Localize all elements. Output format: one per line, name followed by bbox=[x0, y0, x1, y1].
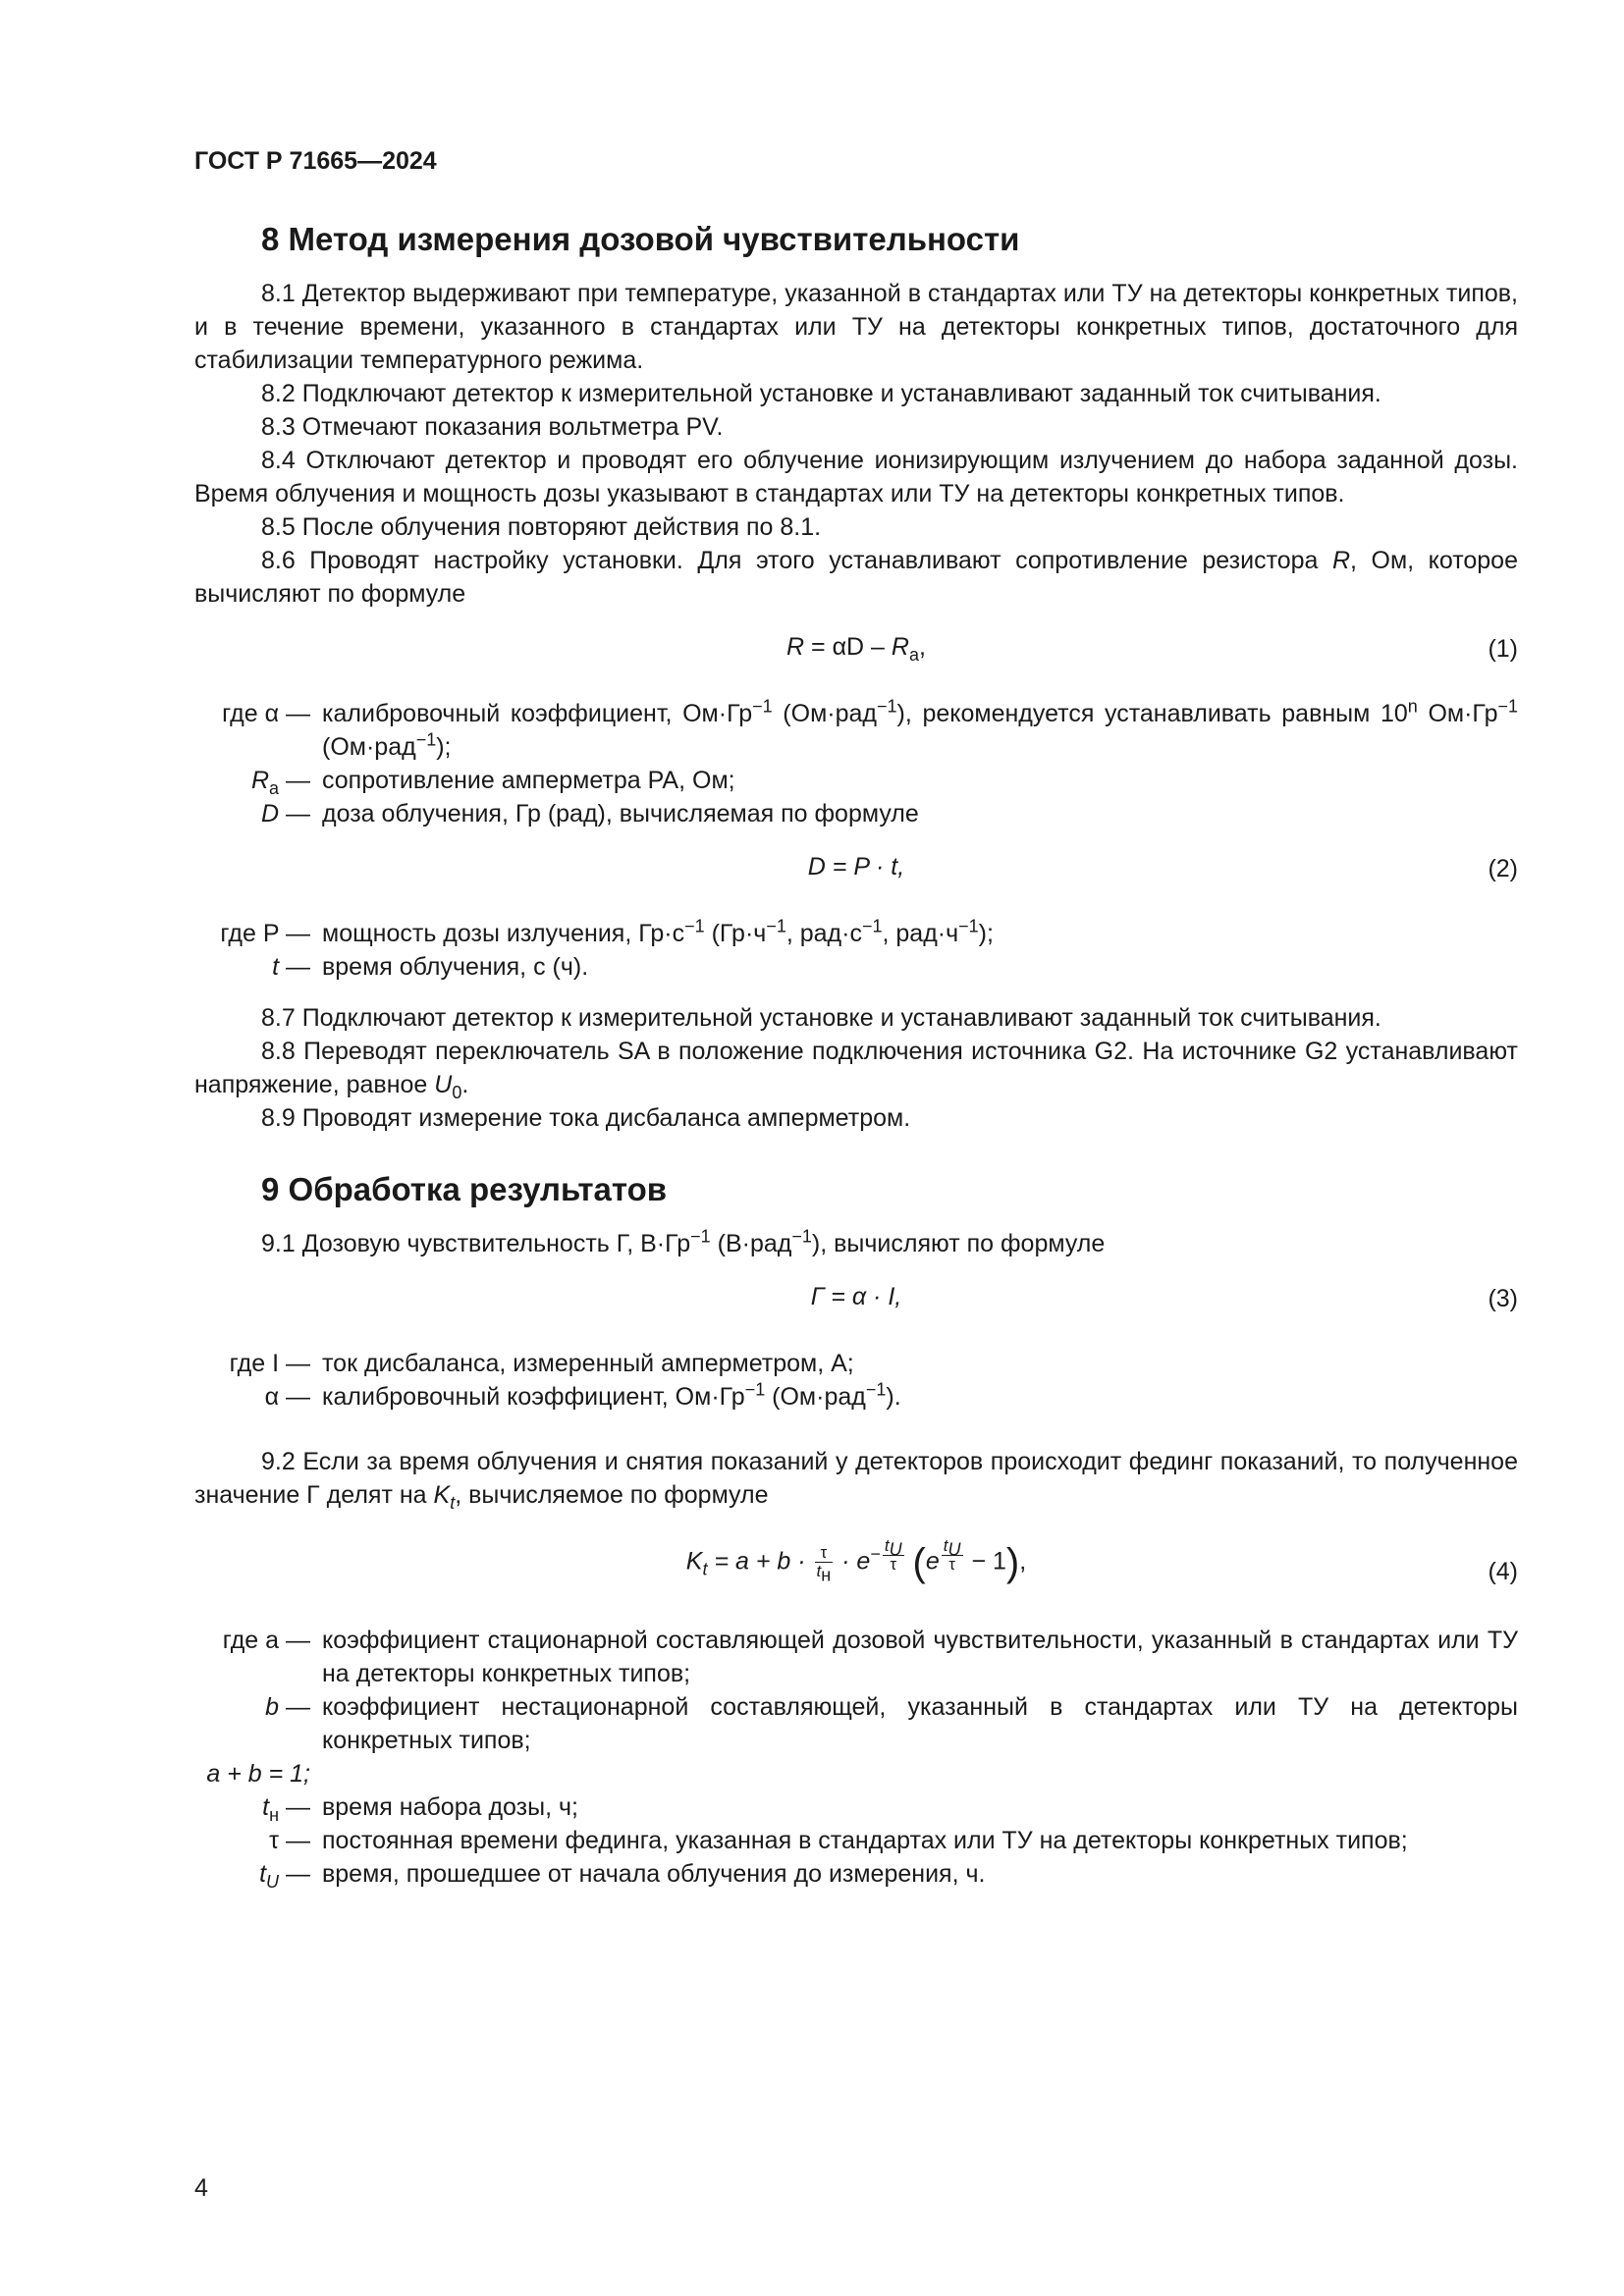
paragraph-9-1: 9.1 Дозовую чувствительность Г, $В\cdot Гр^{-1}$ (В·рад$^{-1}$), вычисляют по формуле bbox=[261, 1226, 1106, 1257]
equation-3: Г = α · I, (3) bbox=[194, 1260, 1518, 1337]
definition-a: где a — коэффициент стационарной составляющей дозовой чувствительности, указанный в стандартах или ТУ на детекторы конкретных типов; bbox=[222, 1627, 1518, 1687]
definitions-eq2 bbox=[194, 917, 1518, 984]
equation-number: (4) bbox=[1488, 1558, 1518, 1585]
document-header: ГОСТ Р 71665—2024 bbox=[194, 147, 437, 175]
paragraph-8-3: 8.3 Отмечают показания вольтметра PV. bbox=[261, 413, 724, 441]
page-content bbox=[194, 218, 1518, 1891]
section-9-title: 9 Обработка результатов bbox=[261, 1171, 668, 1207]
equation-4: $K_t = a + b$ · $\frac{\tau}{t_н}$ · $e^{- \frac{t_U}{\tau}}$ (e $^{\frac{t_U}{\tau}}$ − 1), (4) bbox=[194, 1512, 1518, 1614]
equation-number: (1) bbox=[1488, 635, 1518, 663]
paragraph-8-7: 8.7 Подключают детектор к измерительной установке и устанавливают заданный ток считывания. bbox=[261, 1004, 1381, 1032]
paragraph-8-5: 8.5 После облучения повторяют действия по 8.1. bbox=[261, 513, 822, 541]
definition-tau: τ — постоянная времени фединга, указанная в стандартах или ТУ на детекторы конкретных типов; bbox=[269, 1827, 1408, 1854]
equation-2: D = P · t, (2) bbox=[194, 830, 1518, 907]
section-8-title: 8 Метод измерения дозовой чувствительности bbox=[261, 221, 1020, 257]
equation-number: (2) bbox=[1488, 855, 1518, 882]
definition-alpha: где α — калибровочный коэффициент, $Ом\cdot Гр^{-1}$ (Ом·рад$^{-1}$), рекомендуется устанавливать равным 10$^n$ $Ом\cdot Гр^{-1}$ (Ом·рад$^{-1}$); bbox=[222, 696, 1518, 761]
paragraph-8-6: 8.6 Проводят настройку установки. Для этого устанавливают сопротивление резистора R, Ом, которое вычисляют по формуле bbox=[194, 547, 1518, 608]
page-number: 4 bbox=[194, 2174, 208, 2202]
paragraph-8-1: 8.1 Детектор выдерживают при температуре, указанной в стандартах или ТУ на детекторы конкретных типов, и в течение времени, указанного в стандартах или ТУ на детекторы конкретных типов, достаточного для стабилизации температурного режима. bbox=[194, 280, 1518, 374]
definition-alpha-2: α — калибровочный коэффициент, $Ом\cdot Гр^{-1}$ (Ом·рад$^{-1}$). bbox=[264, 1379, 901, 1411]
equation-1: $R = \alpha D - R_a$, (1) bbox=[786, 633, 1518, 665]
paragraph-8-9: 8.9 Проводят измерение тока дисбаланса амперметром. bbox=[261, 1104, 911, 1132]
definitions-eq4 bbox=[194, 1624, 1518, 1891]
definitions-eq1 bbox=[194, 697, 1518, 830]
definition-a-plus-b: a + b = 1; bbox=[206, 1760, 310, 1788]
definition-d: D — доза облучения, Гр (рад), вычисляемая по формуле bbox=[261, 800, 919, 828]
fraction-tau-over-tn: $\frac{\tau}{t_н}$ bbox=[816, 1543, 832, 1585]
definition-t: t — время облучения, с (ч). bbox=[272, 953, 589, 981]
definition-tu: $t_U$ — время, прошедшее от начала облучения до измерения, ч. bbox=[259, 1860, 986, 1892]
definition-ra: $R_a$ — сопротивление амперметра PA, Ом; bbox=[250, 767, 735, 798]
paragraph-8-2: 8.2 Подключают детектор к измерительной установке и устанавливают заданный ток считывания. bbox=[261, 380, 1381, 407]
paragraph-8-8: 8.8 Переводят переключатель SA в положение подключения источника G2. На источнике G2 устанавливают напряжение, равное $U_0$. bbox=[194, 1038, 1518, 1102]
paragraph-8-4: 8.4 Отключают детектор и проводят его облучение ионизирующим излучением до набора заданной дозы. Время облучения и мощность дозы указывают в стандартах или ТУ на детекторы конкретных типов. bbox=[194, 447, 1518, 507]
definition-i: где I — ток дисбаланса, измеренный амперметром, А; bbox=[229, 1350, 854, 1377]
equation-number: (3) bbox=[1488, 1285, 1518, 1312]
definition-p: где P — мощность дозы излучения, $Гр\cdot с^{-1}$ ($Гр\cdot ч^{-1}$, $рад\cdot с^{-1}$, $рад\cdot ч^{-1}$); bbox=[220, 916, 994, 947]
definition-tn: $t_н$ — время набора дозы, ч; bbox=[262, 1793, 578, 1825]
paragraph-9-2: 9.2 Если за время облучения и снятия показаний у детекторов происходит фединг показаний, то полученное значение Г делят на $K_t$, вычисляемое по формуле bbox=[194, 1448, 1518, 1513]
definitions-eq3 bbox=[194, 1347, 1518, 1414]
definition-b: b — коэффициент нестационарной составляющей, указанный в стандартах или ТУ на детекторы конкретных типов; bbox=[265, 1693, 1518, 1754]
